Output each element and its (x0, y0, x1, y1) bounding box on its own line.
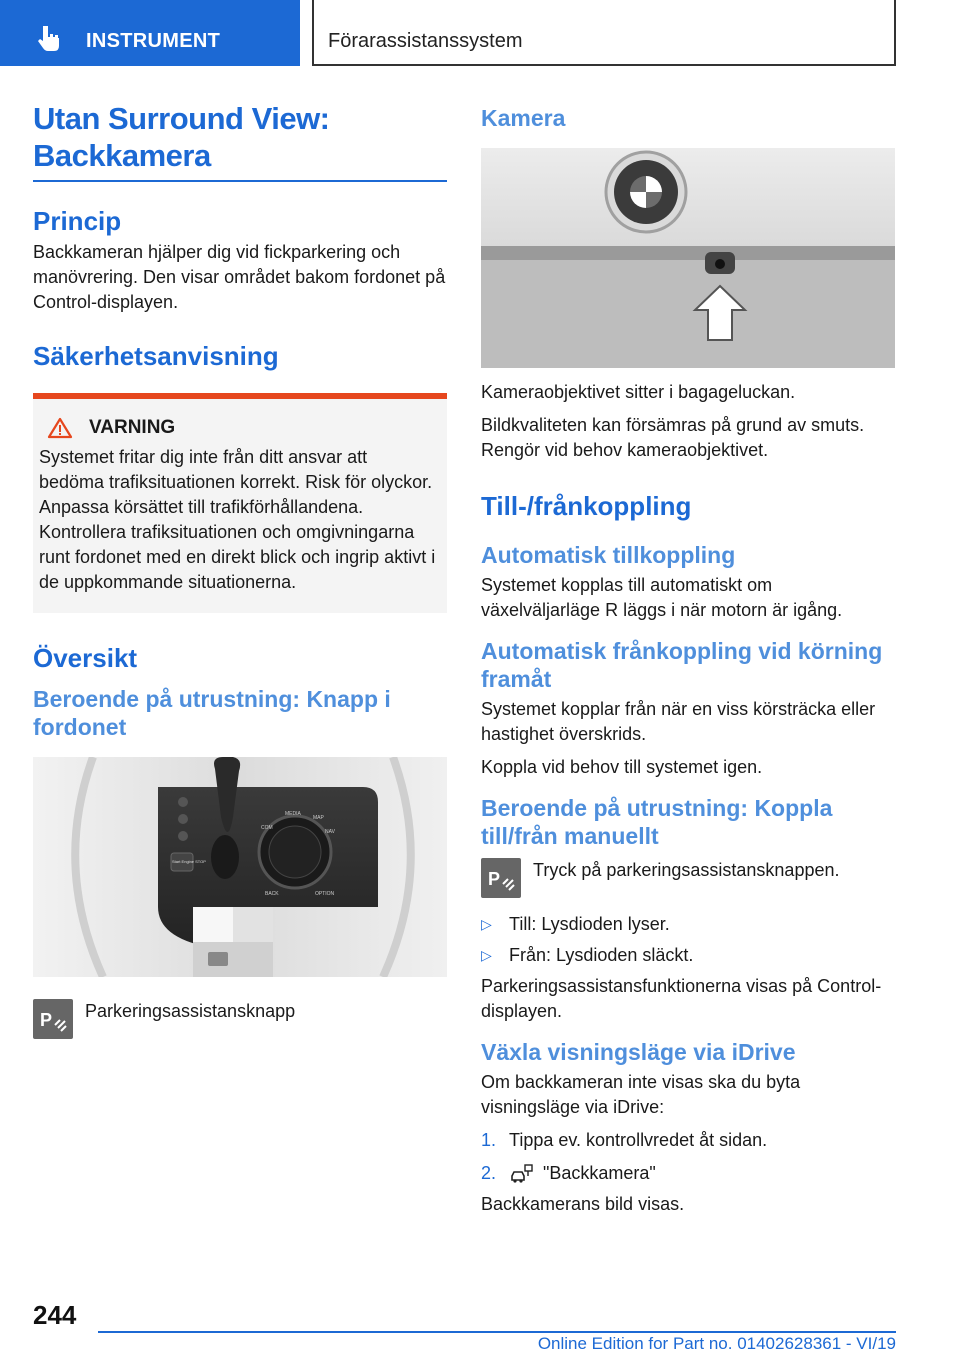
step-text: Tippa ev. kontrollvredet åt sidan. (509, 1130, 768, 1150)
park-assist-icon-2 (481, 858, 521, 898)
warning-text: Systemet fritar dig inte från ditt ansvar att bedöma trafiksituationen korrekt. Risk för olyckor. Anpassa körsättet till trafikförhållandena. Kontrollera trafiksituationen och omgivningarna runt fordonet med en direkt blick och ingrip aktivt i de uppkommande situationerna. (39, 447, 436, 592)
triangle-bullet-icon: ▷ (481, 916, 492, 932)
camera-illustration (481, 148, 895, 368)
page-title-line-2: Backkamera (33, 138, 211, 173)
chapter-tab-label: INSTRUMENT (86, 30, 221, 52)
camera-photo (481, 148, 895, 368)
idrive-text: Om backkameran inte visas ska du byta visningsläge via iDrive: (481, 1072, 801, 1117)
section-title: Förarassistanssystem (328, 30, 523, 52)
idrive-result: Backkamerans bild visas. (481, 1194, 685, 1214)
console-illustration (33, 757, 447, 977)
manual-heading: Beroende på utrustning: Koppla till/från manuellt (481, 795, 833, 849)
page-header (0, 0, 960, 66)
auto-off-heading: Automatisk frånkoppling vid körning framåt (481, 638, 883, 692)
left-column (33, 100, 447, 1039)
section-title-box (312, 0, 896, 66)
console-label-nav: NAV (325, 829, 335, 835)
step-number: 1. (481, 1130, 497, 1150)
camera-text-2: Bildkvaliteten kan försämras på grund av smuts. Rengör vid behov kameraobjektivet. (481, 415, 865, 460)
idrive-heading: Växla visningsläge via iDrive (481, 1039, 796, 1065)
safety-heading: Säkerhetsanvisning (33, 341, 279, 371)
page-number: 244 (33, 1300, 77, 1330)
triangle-bullet-icon: ▷ (481, 947, 492, 963)
bullet-text: Till: Lysdioden lyser. (509, 914, 670, 934)
step-text: "Backkamera" (543, 1163, 656, 1183)
console-label-back: BACK (265, 891, 279, 897)
overview-heading: Översikt (33, 643, 138, 673)
button-caption-row (33, 999, 447, 1039)
console-label-map: MAP (313, 815, 324, 821)
warning-box (33, 393, 447, 613)
button-caption: Parkeringsassistansknapp (85, 1001, 296, 1021)
list-item (481, 912, 895, 937)
svg-text:P: P (40, 1010, 53, 1030)
step-number: 2. (481, 1163, 497, 1183)
bullet-text: Från: Lysdioden släckt. (509, 945, 694, 965)
list-item (481, 1128, 895, 1153)
title-rule (33, 180, 447, 182)
console-label-media: MEDIA (285, 811, 301, 817)
list-item (481, 943, 895, 968)
park-assist-button-icon (33, 999, 73, 1039)
princip-heading: Princip (33, 206, 122, 236)
princip-text: Backkameran hjälper dig vid fickparkering och manövrering. Den visar området bakom fordonet på Control-displayen. (33, 242, 446, 312)
bullet-list (481, 912, 895, 968)
manual-row (481, 858, 895, 898)
warning-title-row (39, 417, 437, 439)
hand-pointer-icon (36, 24, 64, 52)
warning-title: VARNING (89, 417, 176, 438)
svg-text:P: P (488, 869, 501, 889)
manual-text-2: Parkeringsassistansfunktionerna visas på Control-displayen. (481, 976, 882, 1021)
page-title-line-1: Utan Surround View: (33, 101, 330, 136)
list-item (481, 1161, 895, 1186)
onoff-heading: Till-/frånkoppling (481, 491, 692, 521)
rear-camera-icon (509, 1162, 535, 1184)
chapter-tab[interactable] (0, 0, 300, 66)
auto-on-text: Systemet kopplas till automatiskt om växelväljarläge R läggs i när motorn är igång. (481, 575, 843, 620)
camera-heading: Kamera (481, 105, 566, 131)
console-label-option: OPTION (315, 891, 335, 897)
warning-triangle-icon (47, 417, 73, 439)
auto-on-heading: Automatisk tillkoppling (481, 542, 736, 568)
console-photo (33, 757, 447, 977)
parking-icon (481, 858, 521, 898)
edition-text: Online Edition for Part no. 01402628361 - VI/19 (537, 1334, 896, 1353)
page-title (33, 100, 447, 174)
auto-off-text-2: Koppla vid behov till systemet igen. (481, 757, 763, 777)
console-label-com: COM (261, 825, 273, 831)
button-heading: Beroende på utrustning: Knapp i fordonet (33, 686, 391, 740)
manual-text: Tryck på parkeringsassistansknappen. (533, 860, 840, 880)
footer-rule (98, 1331, 896, 1333)
step-list (481, 1128, 895, 1186)
console-label-start-stop: Start Engine STOP (172, 859, 206, 864)
auto-off-text: Systemet kopplar från när en viss körsträcka eller hastighet överskrids. (481, 699, 876, 744)
parking-icon (33, 999, 73, 1039)
camera-text-1: Kameraobjektivet sitter i bagageluckan. (481, 382, 796, 402)
right-column (481, 100, 895, 1217)
